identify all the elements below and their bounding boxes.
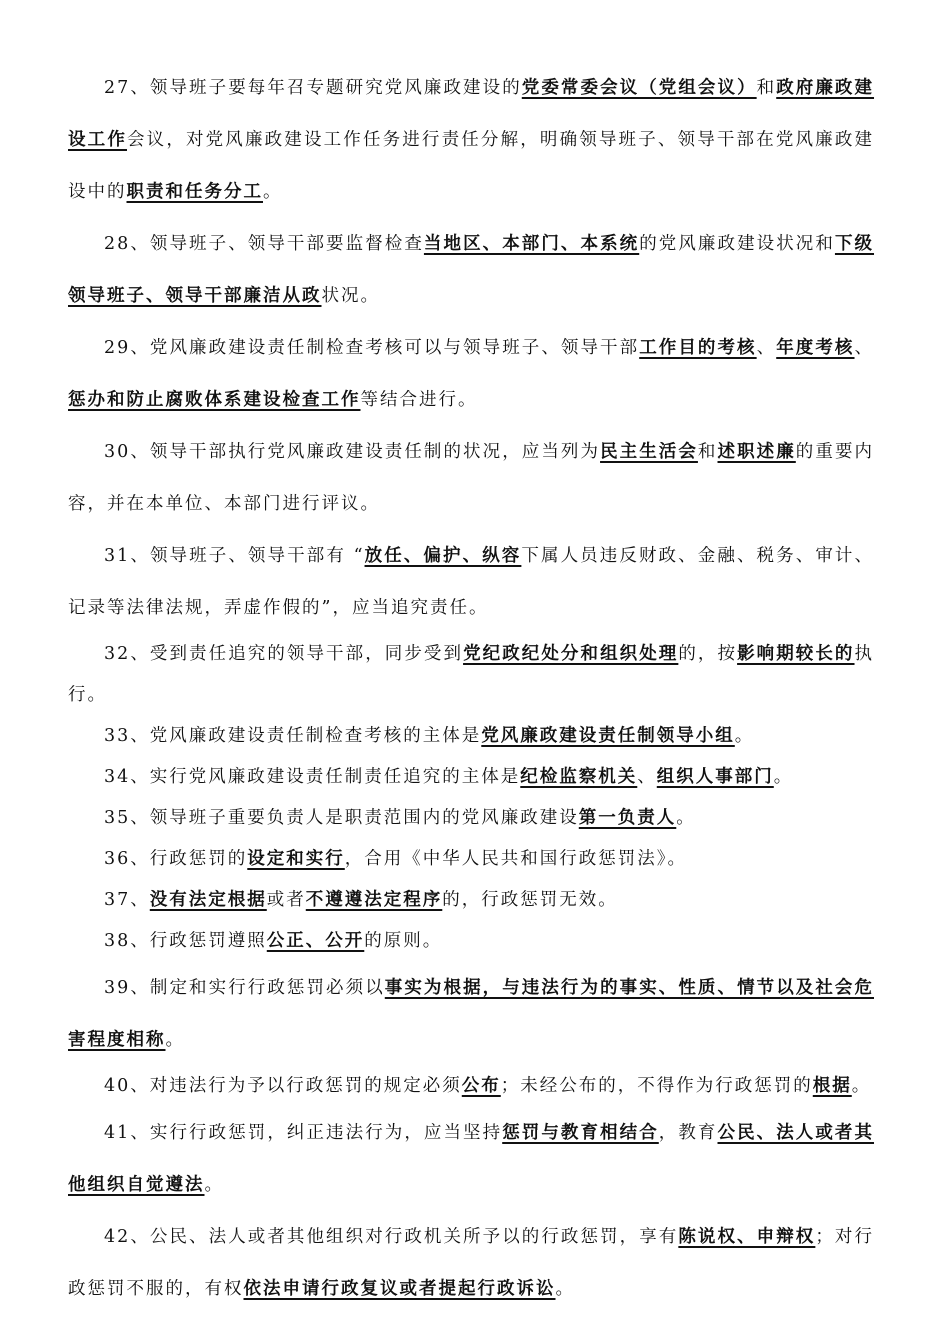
paragraph-text: 。 [555, 1279, 575, 1299]
paragraph-text: 。 [263, 182, 283, 202]
document-paragraph [68, 798, 874, 839]
paragraph-text: 35、领导班子重要负责人是职责范围内的党风廉政建设 [104, 808, 579, 828]
underlined-answer: 下级领导班子、领导干部廉洁从政 [68, 234, 875, 306]
paragraph-text: 。 [676, 808, 696, 828]
paragraph-text: 41、实行行政惩罚，纠正违法行为，应当坚持 [104, 1123, 503, 1143]
document-paragraph [68, 880, 874, 921]
paragraph-text: 和 [756, 78, 777, 98]
paragraph-text: 、 [637, 767, 657, 787]
paragraph-text: 30、领导干部执行党风廉政建设责任制的状况，应当列为 [104, 442, 601, 462]
paragraph-text: 、 [854, 338, 875, 358]
paragraph-text: 的党风廉政建设状况和 [639, 234, 835, 254]
document-paragraph [68, 921, 874, 962]
paragraph-text: 的，按 [678, 644, 738, 664]
paragraph-text: 31、领导班子、领导干部有 “ [104, 546, 365, 566]
underlined-answer: 事实为根据，与违法行为的事实、性质、情节以及社会危害程度相称 [68, 978, 874, 1050]
paragraph-text: 38、行政惩罚遵照 [104, 931, 267, 951]
underlined-answer: 依法申请行政复议或者提起行政诉讼 [243, 1279, 556, 1299]
underlined-answer: 没有法定根据 [149, 890, 267, 910]
document-paragraph [68, 322, 874, 426]
paragraph-text: 27、领导班子要每年召专题研究党风廉政建设的 [104, 78, 522, 98]
document-paragraph [68, 839, 874, 880]
document-page [68, 62, 874, 1315]
paragraph-text: 。 [734, 726, 755, 746]
paragraph-text: 执行。 [68, 644, 875, 705]
underlined-answer: 公民、法人或者其他组织自觉遵法 [68, 1123, 875, 1195]
paragraph-text: 。 [204, 1175, 224, 1195]
underlined-answer: 工作目的考核 [639, 338, 757, 358]
document-paragraph [68, 530, 874, 634]
paragraph-text: 34、实行党风廉政建设责任制责任追究的主体是 [104, 767, 521, 787]
underlined-answer: 惩罚与教育相结合 [502, 1123, 659, 1143]
underlined-answer: 影响期较长的 [737, 644, 855, 664]
paragraph-text: 的原则。 [364, 931, 443, 951]
document-paragraph [68, 218, 874, 322]
underlined-answer: 公布 [461, 1076, 501, 1096]
underlined-answer: 公正、公开 [266, 931, 365, 951]
paragraph-text: 和 [697, 442, 718, 462]
underlined-answer: 组织人事部门 [656, 767, 774, 787]
paragraph-text: 、 [756, 338, 777, 358]
underlined-answer: 纪检监察机关 [520, 767, 638, 787]
paragraph-text: 状况。 [321, 286, 380, 306]
underlined-answer: 放任、偏护、纵容 [364, 546, 522, 566]
paragraph-text: 37、 [104, 890, 150, 910]
document-paragraph [68, 757, 874, 798]
underlined-answer: 职责和任务分工 [126, 182, 263, 202]
underlined-answer: 当地区、本部门、本系统 [423, 234, 640, 254]
paragraph-text: 会议，对党风廉政建设工作任务进行责任分解，明确领导班子、领导干部在党风廉政建设中的 [68, 130, 875, 202]
paragraph-text: 39、制定和实行行政惩罚必须以 [104, 978, 385, 998]
document-paragraph [68, 716, 874, 757]
paragraph-text: 36、行政惩罚的 [104, 849, 248, 869]
underlined-answer: 惩办和防止腐败体系建设检查工作 [68, 390, 361, 410]
paragraph-text: 28、领导班子、领导干部要监督检查 [104, 234, 424, 254]
paragraph-text: 的，行政惩罚无效。 [442, 890, 618, 910]
paragraph-text: 等结合进行。 [360, 390, 478, 410]
document-paragraph [68, 634, 874, 716]
paragraph-text: 的重要内容，并在本单位、本部门进行评议。 [68, 442, 875, 514]
paragraph-text: ；对行政惩罚不服的，有权 [68, 1227, 875, 1299]
underlined-answer: 年度考核 [776, 338, 855, 358]
underlined-answer: 设定和实行 [247, 849, 345, 869]
underlined-answer: 党风廉政建设责任制领导小组 [481, 726, 735, 746]
underlined-answer: 根据 [812, 1076, 852, 1096]
paragraph-text: 或者 [266, 890, 306, 910]
paragraph-text: 。 [773, 767, 794, 787]
paragraph-text: 40、对违法行为予以行政惩罚的规定必须 [104, 1076, 462, 1096]
paragraph-text: 32、受到责任追究的领导干部，同步受到 [104, 644, 464, 664]
paragraph-text: 33、党风廉政建设责任制检查考核的主体是 [104, 726, 482, 746]
document-paragraph [68, 62, 874, 218]
underlined-answer: 党委常委会议（党组会议） [521, 78, 757, 98]
document-paragraph [68, 1211, 874, 1315]
paragraph-text: ，合用《中华人民共和国行政惩罚法》。 [344, 849, 688, 869]
underlined-answer: 党纪政纪处分和组织处理 [463, 644, 679, 664]
underlined-answer: 述职述廉 [717, 442, 796, 462]
underlined-answer: 政府廉政建设工作 [68, 78, 875, 150]
paragraph-text: 。 [165, 1030, 185, 1050]
underlined-answer: 民主生活会 [600, 442, 698, 462]
underlined-answer: 不遵遵法定程序 [305, 890, 443, 910]
paragraph-text: 下属人员违反财政、金融、税务、审计、记录等法律法规，弄虚作假的”，应当追究责任。 [68, 546, 875, 618]
underlined-answer: 陈说权、申辩权 [678, 1227, 816, 1247]
document-paragraph [68, 426, 874, 530]
paragraph-text: 。 [851, 1076, 872, 1096]
paragraph-text: ，教育 [658, 1123, 718, 1143]
paragraph-text: 42、公民、法人或者其他组织对行政机关所予以的行政惩罚，享有 [104, 1227, 679, 1247]
document-paragraph [68, 962, 874, 1066]
paragraph-text: 29、党风廉政建设责任制检查考核可以与领导班子、领导干部 [104, 338, 640, 358]
underlined-answer: 第一负责人 [578, 808, 677, 828]
document-paragraph [68, 1066, 874, 1107]
document-paragraph [68, 1107, 874, 1211]
paragraph-text: ；未经公布的，不得作为行政惩罚的 [500, 1076, 813, 1096]
